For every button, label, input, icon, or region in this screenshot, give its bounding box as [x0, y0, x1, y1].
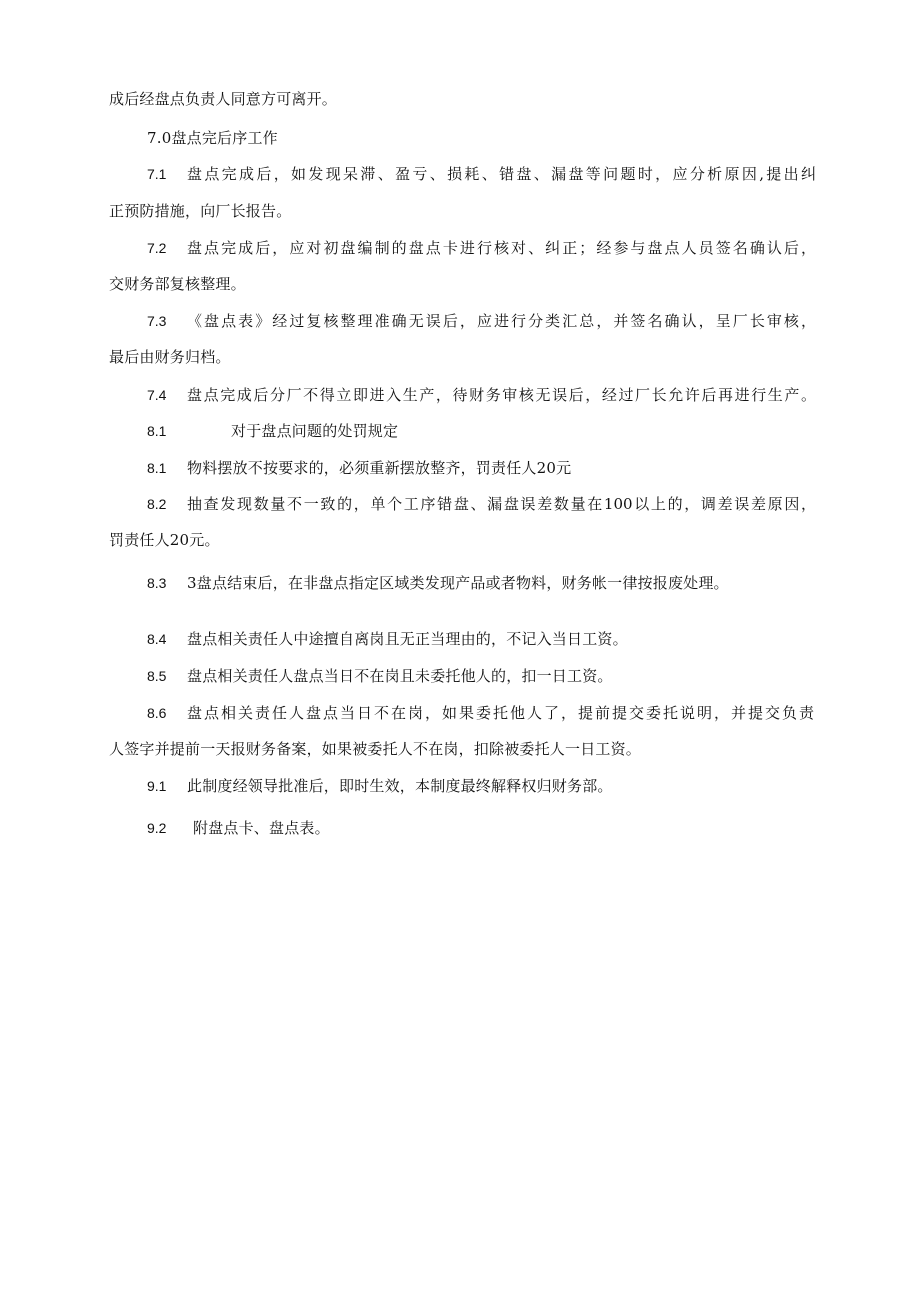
section-8-number: 8.1	[147, 423, 167, 439]
continued-line: 成后经盘点负责人同意方可离开。	[109, 90, 338, 108]
item-8-2-line-1: 抽查发现数量不一致的，单个工序错盘、漏盘误差数量在100以上的，调差误差原因，	[187, 495, 816, 513]
item-7-2-line-1: 盘点完成后，应对初盘编制的盘点卡进行核对、纠正；经参与盘点人员签名确认后，	[187, 239, 816, 257]
item-8-2-line-2: 罚责任人20元。	[109, 531, 220, 549]
item-8-1-line-1: 物料摆放不按要求的，必须重新摆放整齐，罚责任人20元	[187, 459, 572, 477]
section-7-title: 7.0盘点完后序工作	[147, 129, 278, 147]
item-7-2-number: 7.2	[147, 240, 167, 256]
item-8-3-number: 8.3	[147, 575, 167, 591]
item-8-6-line-1: 盘点相关责任人盘点当日不在岗，如果委托他人了，提前提交委托说明，并提交负责	[187, 704, 814, 722]
item-8-1-number: 8.1	[147, 460, 167, 476]
item-7-3-line-2: 最后由财务归档。	[109, 348, 231, 366]
item-9-1-number: 9.1	[147, 778, 167, 794]
item-7-3-line-1: 《盘点表》经过复核整理准确无误后，应进行分类汇总，并签名确认，呈厂长审核，	[187, 312, 816, 330]
item-9-1-line-1: 此制度经领导批准后，即时生效，本制度最终解释权归财务部。	[187, 777, 613, 795]
section-8-title: 对于盘点问题的处罚规定	[231, 422, 399, 440]
item-8-5-number: 8.5	[147, 668, 167, 684]
item-8-4-number: 8.4	[147, 631, 167, 647]
item-7-1-number: 7.1	[147, 166, 167, 182]
item-7-4-number: 7.4	[147, 387, 167, 403]
item-8-3-line-1: 3盘点结束后，在非盘点指定区域类发现产品或者物料，财务帐一律按报废处理。	[187, 574, 729, 592]
item-7-3-number: 7.3	[147, 313, 167, 329]
item-7-1-line-2: 正预防措施，向厂长报告。	[109, 202, 292, 220]
item-7-1-line-1: 盘点完成后，如发现呆滞、盈亏、损耗、错盘、漏盘等问题时，应分析原因,提出纠	[187, 165, 816, 183]
item-8-4-line-1: 盘点相关责任人中途擅自离岗且无正当理由的，不记入当日工资。	[187, 630, 628, 648]
item-7-4-line-1: 盘点完成后分厂不得立即进入生产，待财务审核无误后，经过厂长允许后再进行生产。	[187, 386, 816, 404]
item-7-2-line-2: 交财务部复核整理。	[109, 275, 246, 293]
item-8-2-number: 8.2	[147, 496, 167, 512]
item-9-2-line-1: 附盘点卡、盘点表。	[193, 819, 330, 837]
item-8-6-line-2: 人签字并提前一天报财务备案，如果被委托人不在岗，扣除被委托人一日工资。	[109, 740, 642, 758]
item-8-5-line-1: 盘点相关责任人盘点当日不在岗且未委托他人的，扣一日工资。	[187, 667, 613, 685]
item-9-2-number: 9.2	[147, 820, 167, 836]
item-8-6-number: 8.6	[147, 705, 167, 721]
